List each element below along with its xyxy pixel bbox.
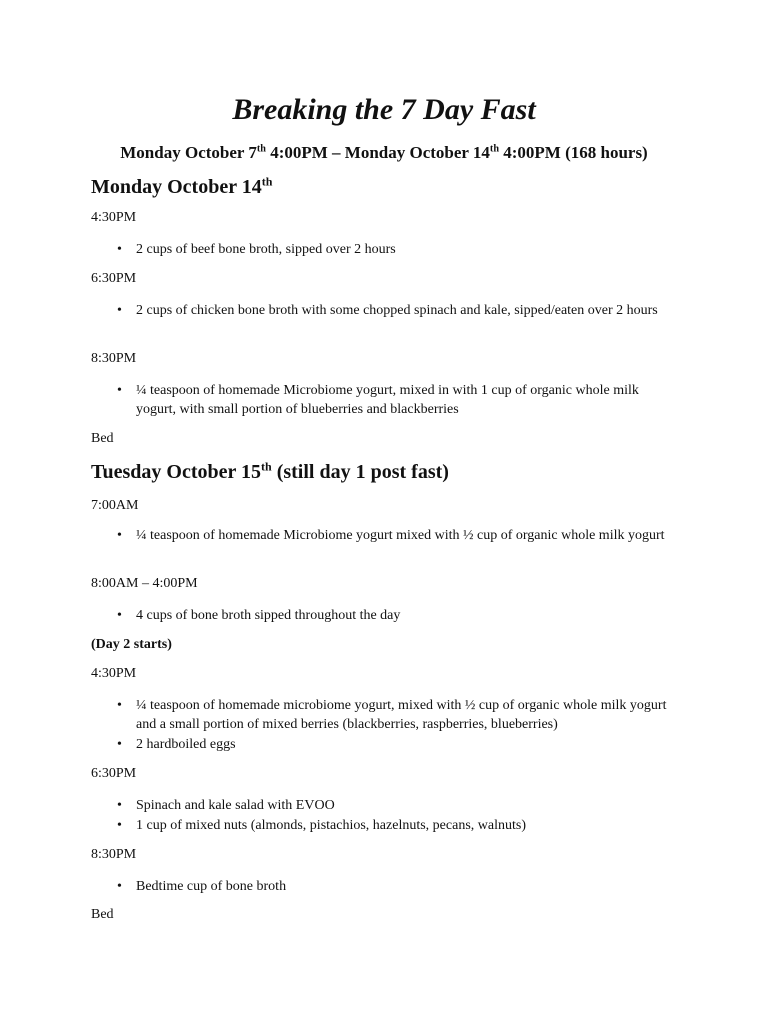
list-item: ¼ teaspoon of homemade Microbiome yogurt, mixed in with 1 cup of organic whole milk yogurt, with small portion of blueberries and blackberries: [136, 383, 639, 417]
day2-starts-label: (Day 2 starts): [91, 637, 172, 652]
list-item: 1 cup of mixed nuts (almonds, pistachios, hazelnuts, pecans, walnuts): [136, 818, 526, 833]
list-item: 2 cups of chicken bone broth with some chopped spinach and kale, sipped/eaten over 2 hours: [136, 303, 658, 318]
document-title: Breaking the 7 Day Fast: [232, 93, 536, 126]
time-label: 4:30PM: [91, 210, 137, 225]
list-item: Bedtime cup of bone broth: [136, 879, 287, 894]
day2-heading-suffix: (still day 1 post fast): [271, 461, 449, 483]
list-item: 2 hardboiled eggs: [136, 737, 236, 752]
bed-label: Bed: [91, 431, 114, 446]
list-item: Spinach and kale salad with EVOO: [136, 798, 335, 813]
time-label: 8:00AM – 4:00PM: [91, 576, 198, 591]
fast-period-subtitle: [0, 142, 768, 164]
bullet-marker: •: [117, 698, 122, 713]
bullet-marker: •: [117, 798, 122, 813]
day2-heading: [91, 459, 449, 485]
day1-heading-sup: th: [261, 174, 273, 189]
bullet-marker: •: [117, 528, 122, 543]
list-item: ¼ teaspoon of homemade microbiome yogurt, mixed with ½ cup of organic whole milk yogurt and a small portion of mixed berries (blackberries, raspberries, blueberries): [136, 698, 667, 732]
subtitle-part1: Monday October 7: [120, 143, 257, 162]
bullet-marker: •: [117, 383, 122, 398]
time-label: 4:30PM: [91, 666, 137, 681]
bullet-marker: •: [117, 737, 122, 752]
bed-label: Bed: [91, 907, 114, 922]
bullet-marker: •: [117, 303, 122, 318]
list-item: 4 cups of bone broth sipped throughout the day: [136, 608, 401, 623]
bullet-marker: •: [117, 608, 122, 623]
time-label: 8:30PM: [91, 847, 137, 862]
day1-heading-text: Monday October 14: [91, 176, 262, 198]
time-label: 7:00AM: [91, 498, 139, 513]
time-label: 6:30PM: [91, 766, 137, 781]
day1-heading: [91, 174, 272, 200]
subtitle-part2: 4:00PM – Monday October 14: [265, 143, 490, 162]
subtitle-part3: 4:00PM (168 hours): [498, 143, 648, 162]
list-item: ¼ teaspoon of homemade Microbiome yogurt mixed with ½ cup of organic whole milk yogurt: [136, 528, 665, 543]
day2-heading-text: Tuesday October 15: [91, 461, 262, 483]
bullet-marker: •: [117, 818, 122, 833]
subtitle-sup2: th: [489, 143, 499, 155]
subtitle-sup1: th: [256, 143, 266, 155]
list-item: 2 cups of beef bone broth, sipped over 2 hours: [136, 242, 396, 257]
time-label: 6:30PM: [91, 271, 137, 286]
day2-heading-sup: th: [261, 459, 272, 474]
time-label: 8:30PM: [91, 351, 137, 366]
bullet-marker: •: [117, 879, 122, 894]
bullet-marker: •: [117, 242, 122, 257]
